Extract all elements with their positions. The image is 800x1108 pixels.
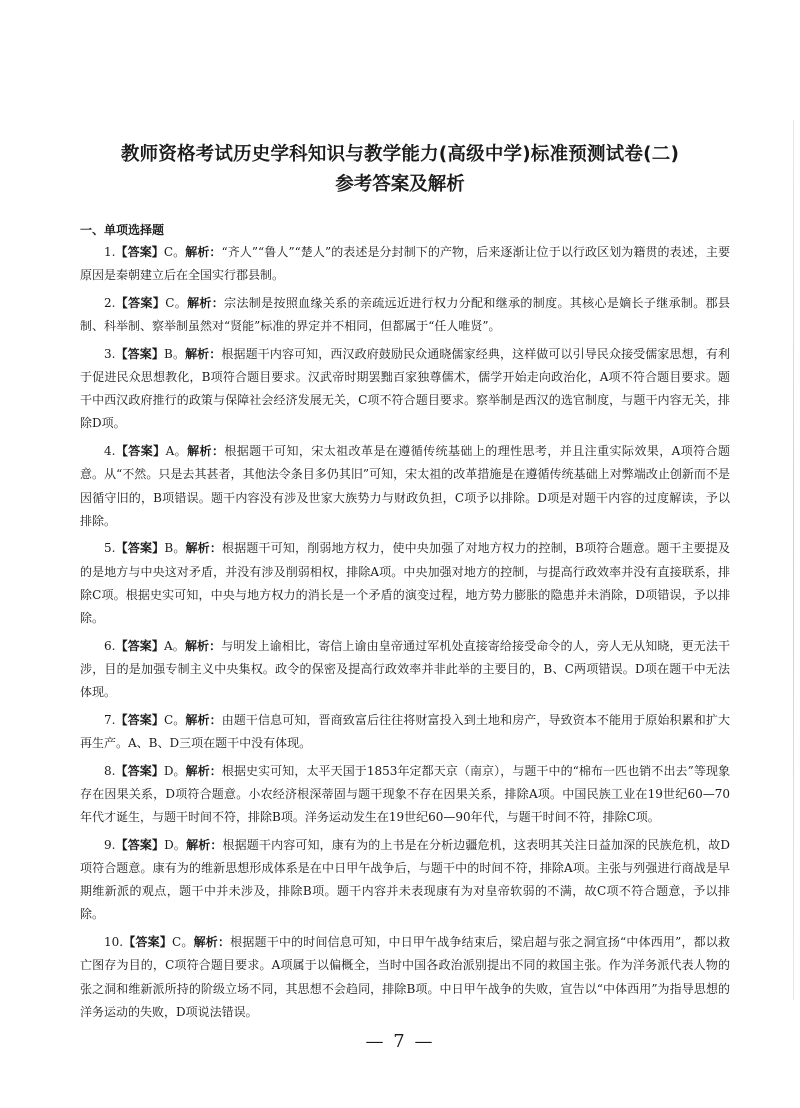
answer-tag: 【答案】 [123,935,173,950]
explanation-text: 宗法制是按照血缘关系的亲疏远近进行权力分配和继承的制度。其核心是嫡长子继承制。郡县制、科举制、察举制虽然对“贤能”标准的界定并不相同，但都属于“任人唯贤”。 [80,295,730,334]
answer-item-1 [80,241,730,287]
question-number: 9. [104,837,116,852]
explanation-label: 解析： [185,245,222,259]
question-number: 4. [104,444,116,459]
answer-tag: 【答案】 [115,837,165,852]
answer-choice: D。 [163,763,186,778]
answer-item-7 [80,709,730,755]
answer-tag: 【答案】 [115,346,165,361]
answer-tag: 【答案】 [115,763,164,778]
explanation-text: 根据题干可知，削弱地方权力，使中央加强了对地方权力的控制，B项符合题意。题干主要提及的是地方与中央这对矛盾，并没有涉及削弱相权，排除A项。中央加强对地方的控制，与提高行政效率并没有直接联系，排除C项。根据史实可知，中央与地方权力的消长是一个矛盾的演变过程，地方势力膨胀的隐患并未消除，D项错误，予以排除。 [80,541,730,626]
answer-item-5 [80,537,730,630]
question-number: 8. [104,763,116,778]
explanation-text: “齐人”“鲁人”“楚人”的表述是分封制下的产物，后来逐渐让位于以行政区划为籍贯的表述，主要原因是秦朝建立后在全国实行郡县制。 [80,245,730,283]
answer-item-2 [80,292,730,338]
explanation-text: 与明发上谕相比，寄信上谕由皇帝通过军机处直接寄给接受命令的人，旁人无从知晓，更无法干涉，目的是加强专制主义中央集权。政令的保密及提高行政效率并非此举的主要目的，B、C两项错误。D项在题干中无法体现。 [80,638,730,700]
answer-tag: 【答案】 [115,295,166,310]
question-number: 10. [104,935,124,950]
explanation-text: 根据史实可知，太平天国于1853年定都天京（南京），与题干中的“棉布一匹也销不出去”等现象存在因果关系，D项符合题意。小农经济根深蒂固与题干现象不存在因果关系，排除A项。中国民族工业在19世纪60—70年代才诞生，与题干时间不符，排除B项。洋务运动发生在19世纪60—90年代，与题干时间不符，排除C项。 [80,763,730,825]
question-number: 1. [104,245,116,259]
question-number: 3. [104,346,116,361]
question-number: 6. [104,638,116,653]
answer-item-6 [80,635,730,705]
explanation-label: 解析： [185,763,222,778]
explanation-text: 由题干信息可知，晋商致富后往往将财富投入到土地和房产，导致资本不能用于原始积累和扩大再生产。A、B、D三项在题干中没有体现。 [80,712,730,751]
answer-tag: 【答案】 [115,444,166,459]
explanation-text: 根据题干内容可知，康有为的上书是在分析边疆危机，这表明其关注日益加深的民族危机，故D项符合题意。康有为的维新思想形成体系是在中日甲午战争后，与题干中的时间不符，排除A项。主张与列强进行商战是早期维新派的观点，题干中并未涉及，排除B项。题干内容并未表现康有为对皇帝软弱的不满，故C项不符合题意，予以排除。 [80,837,730,922]
page-number: — 7 — [365,1031,435,1052]
explanation-label: 解析： [185,712,222,727]
scan-edge-line [793,120,794,1000]
explanation-label: 解析： [187,295,225,310]
answer-tag: 【答案】 [115,541,165,556]
document-subtitle: 参考答案及解析 [335,174,465,195]
title-block [60,142,740,198]
question-number: 2. [104,295,116,310]
answer-choice: C。 [165,295,188,310]
answer-item-9 [80,834,730,927]
answer-choice: A。 [165,444,188,459]
answer-item-3 [80,343,730,436]
explanation-label: 解析： [186,837,223,852]
explanation-label: 解析： [184,638,222,653]
answer-tag: 【答案】 [115,245,164,259]
answer-choice: B。 [164,346,186,361]
answer-choice: C。 [163,245,186,259]
answer-choice: C。 [172,935,194,950]
explanation-label: 解析： [193,935,231,950]
explanation-label: 解析： [187,444,225,459]
explanation-text: 根据题干可知，宋太祖改革是在遵循传统基础上的理性思考，并且注重实际效果，A项符合题意。从“不然。只是去其甚者，其他法令条目多仍其旧”可知，宋太祖的改革措施是在遵循传统基础上对弊端改止创新而不是因循守旧的，B项错误。题干内容没有涉及世家大族势力与财政负担，C项予以排除。D项是对题干内容的过度解读，予以排除。 [80,444,730,528]
answer-tag: 【答案】 [115,712,164,727]
answer-choice: D。 [164,837,187,852]
answer-tag: 【答案】 [115,638,165,653]
explanation-text: 根据题干中的时间信息可知，中日甲午战争结束后，梁启超与张之洞宣扬“中体西用”，都以救亡图存为目的，C项符合题目要求。A项属于以偏概全，当时中国各政治派别提出不同的救国主张。作为洋务派代表人物的张之洞和维新派所持的阶级立场不同，其思想不会趋同，排除B项。中日甲午战争的失败，宣告以“中体西用”为指导思想的洋务运动的失败，D项说法错误。 [80,935,730,1019]
answer-item-8 [80,760,730,830]
explanation-label: 解析： [185,346,222,361]
answer-choice: C。 [163,712,186,727]
answer-item-10 [80,931,730,1024]
explanation-text: 根据题干内容可知，西汉政府鼓励民众通晓儒家经典，这样做可以引导民众接受儒家思想，有利于促进民众思想教化，B项符合题目要求。汉武帝时期罢黜百家独尊儒术，儒学开始走向政治化，A项不符合题目要求。题干中西汉政府推行的政策与保障社会经济发展无关，C项不符合题目要求。察举制是西汉的选官制度，与题干内容无关，排除D项。 [80,346,730,431]
answer-choice: B。 [164,541,186,556]
document-title: 教师资格考试历史学科知识与教学能力(高级中学)标准预测试卷(二) [120,144,680,165]
section-heading: 一、单项选择题 [80,223,165,237]
explanation-label: 解析： [185,541,223,556]
answer-section [80,219,730,1029]
answer-choice: A。 [164,638,185,653]
question-number: 5. [104,541,116,556]
answer-item-4 [80,440,730,533]
question-number: 7. [104,712,116,727]
